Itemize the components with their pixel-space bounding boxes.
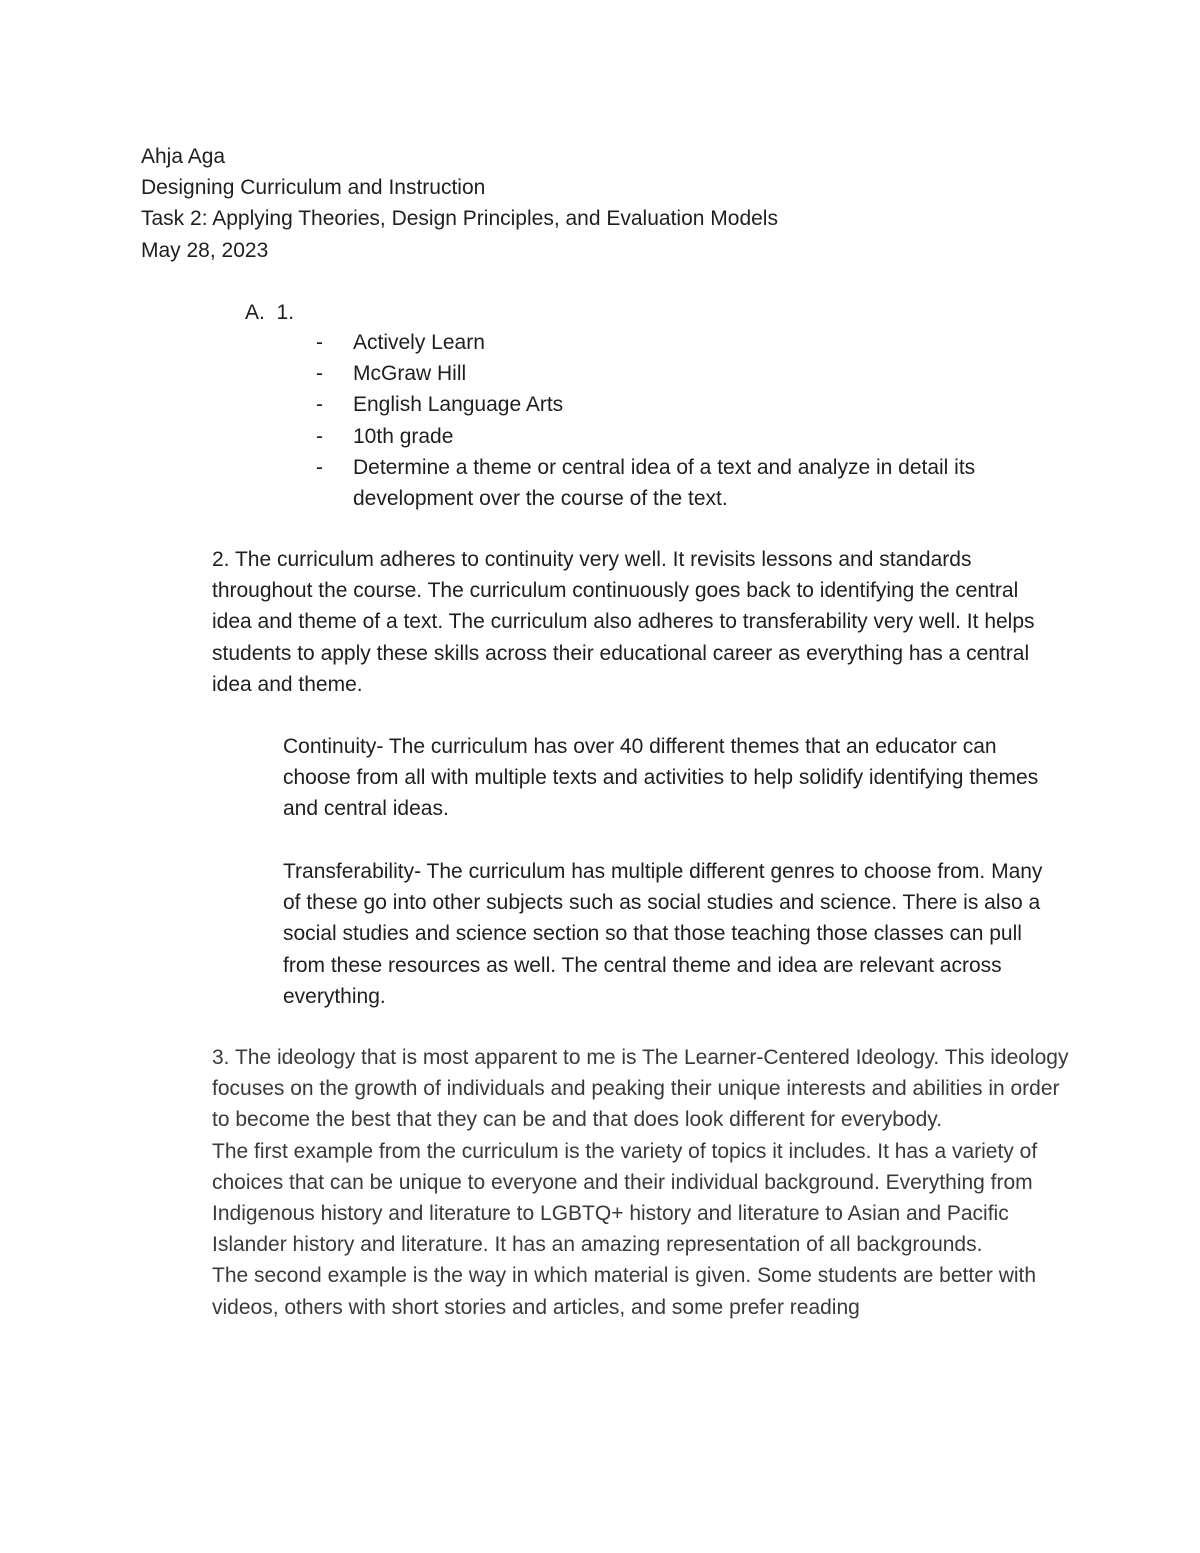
- ideology-intro: 3. The ideology that is most apparent to me is The Learner-Centered Ideology. This ideology focuses on the growth of individuals and peaking their unique interests and abilities in order to become the best that they can be and that does look different for everybody.: [212, 1046, 1069, 1132]
- list-item: [316, 421, 1076, 452]
- bullet-text: English Language Arts: [353, 393, 564, 417]
- dash-marker: -: [316, 393, 323, 417]
- list-item: [316, 327, 1076, 358]
- dash-marker: -: [316, 362, 323, 386]
- document-date: May 28, 2023: [141, 238, 269, 262]
- paragraph-2: 2. The curriculum adheres to continuity very well. It revisits lessons and standards throughout the course. The curriculum continuously goes back to identifying the central idea and theme of a text. The curriculum also adheres to transferability very well. It helps students to apply these skills across their educational career as everything has a central idea and theme.: [212, 548, 1035, 696]
- document-header: [141, 141, 1101, 266]
- dash-marker: -: [316, 331, 323, 354]
- section-a-bullet-list: [316, 327, 1076, 514]
- task-title: Task 2: Applying Theories, Design Principles, and Evaluation Models: [141, 207, 778, 231]
- section-a-label: A. 1.: [245, 301, 295, 324]
- dash-marker: -: [316, 424, 323, 448]
- transferability-paragraph: Transferability- The curriculum has multiple different genres to choose from. Many of these go into other subjects such as social studies and science. There is also a social studies and science section so that those teaching those classes can pull from these resources as well. The central theme and idea are relevant across everything.: [283, 860, 1043, 1008]
- continuity-paragraph: Continuity- The curriculum has over 40 different themes that an educator can choose from all with multiple texts and activities to help solidify identifying themes and central ideas.: [283, 735, 1039, 821]
- first-example: The first example from the curriculum is the variety of topics it includes. It has a variety of choices that can be unique to everyone and their individual background. Everything from Indigenous history and literature to LGBTQ+ history and literature to Asian and Pacific Islander history and literature. It has an amazing representation of all backgrounds.: [212, 1139, 1038, 1257]
- paragraph-3: [212, 1042, 1072, 1323]
- list-item: [316, 358, 1076, 389]
- bullet-text: McGraw Hill: [353, 362, 467, 386]
- list-item: [316, 389, 1076, 420]
- author-name: Ahja Aga: [141, 145, 226, 168]
- course-title: Designing Curriculum and Instruction: [141, 176, 486, 200]
- second-example: The second example is the way in which material is given. Some students are better with videos, others with short stories and articles, and some prefer reading: [212, 1264, 1037, 1319]
- bullet-text: Actively Learn: [353, 331, 485, 354]
- bullet-text: Determine a theme or central idea of a text and analyze in detail its development over the course of the text.: [353, 455, 976, 511]
- dash-marker: -: [316, 455, 323, 479]
- list-item: [316, 452, 1076, 514]
- bullet-text: 10th grade: [353, 424, 454, 448]
